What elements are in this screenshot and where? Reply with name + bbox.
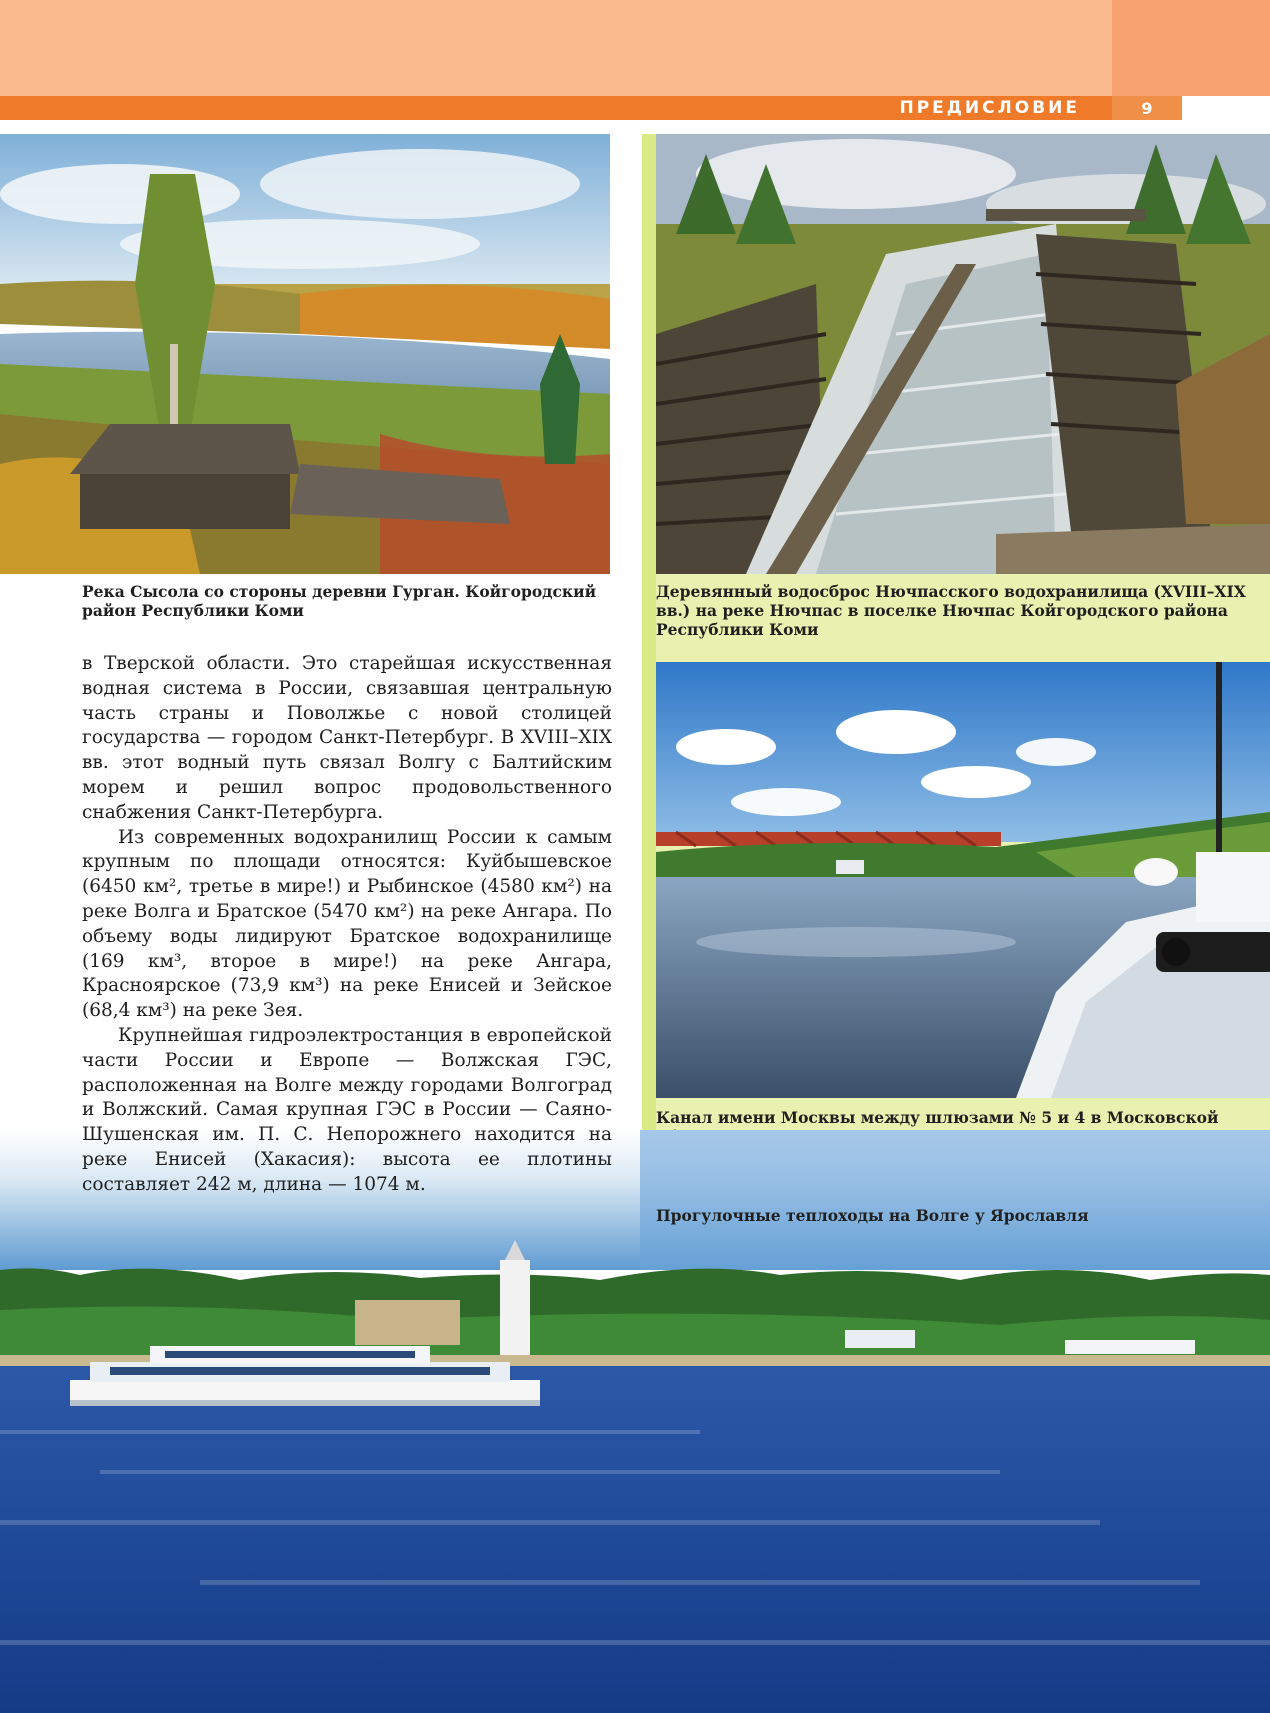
caption-canal: Канал имени Москвы между шлюзами № 5 и 4 в Московской [656, 1108, 1219, 1127]
body-text [82, 652, 612, 1198]
caption-sysola: Река Сысола со стороны деревни Гурган. Койгородский район Республики Коми [82, 582, 597, 620]
caption-spillway: Деревянный водосброс Нючпасского водохранилища (XVIII–XIX вв.) на реке Нючпас в поселке Нючпас Койгородского района Республики Коми [656, 582, 1246, 639]
header-band [0, 0, 1112, 96]
green-panel-edge [642, 134, 656, 1204]
paragraph-3: Крупнейшая гидроэлектростанция в европейской части России и Европе — Волжская ГЭС, расположенная на Волге между городами Волгоград и Волжский. Самая крупная ГЭС в России — Саяно-Шушенская им. П. С. Непорожнего находится на реке Енисей (Хакасия): высота ее плотины составляет 242 м, длина — 1074 м. [82, 1024, 612, 1195]
photo-moscow-canal [656, 662, 1270, 1098]
page-number: 9 [1141, 99, 1153, 118]
paragraph-2: Из современных водохранилищ России к самым крупным по площади относятся: Куйбышевское (6450 км², третье в мире!) и Рыбинское (4580 км²) на реке Волга и Братское (5470 км²) на реке Ангара. По объему воды лидируют Братское водохранилище (169 км³, второе в мире!) на реке Ангара, Красноярское (73,9 км³) на реке Енисей и Зейское (68,4 км³) на реке Зея. [82, 826, 612, 1022]
photo-sysola-river [0, 134, 610, 574]
paragraph-1: в Тверской области. Это старейшая искусственная водная система в России, связавшая центральную часть страны и Поволжье с новой столицей государства — городом Санкт-Петербург. В XVIII–XIX вв. этот водный путь связал Волгу с Балтийским морем и решил вопрос продовольственного снабжения Санкт-Петербурга. [82, 653, 612, 823]
header-band-corner [1112, 0, 1270, 96]
caption-volga: Прогулочные теплоходы на Волге у Ярославля [656, 1206, 1089, 1225]
photo-wooden-spillway [656, 134, 1270, 574]
section-title: ПРЕДИСЛОВИЕ [899, 98, 1080, 118]
